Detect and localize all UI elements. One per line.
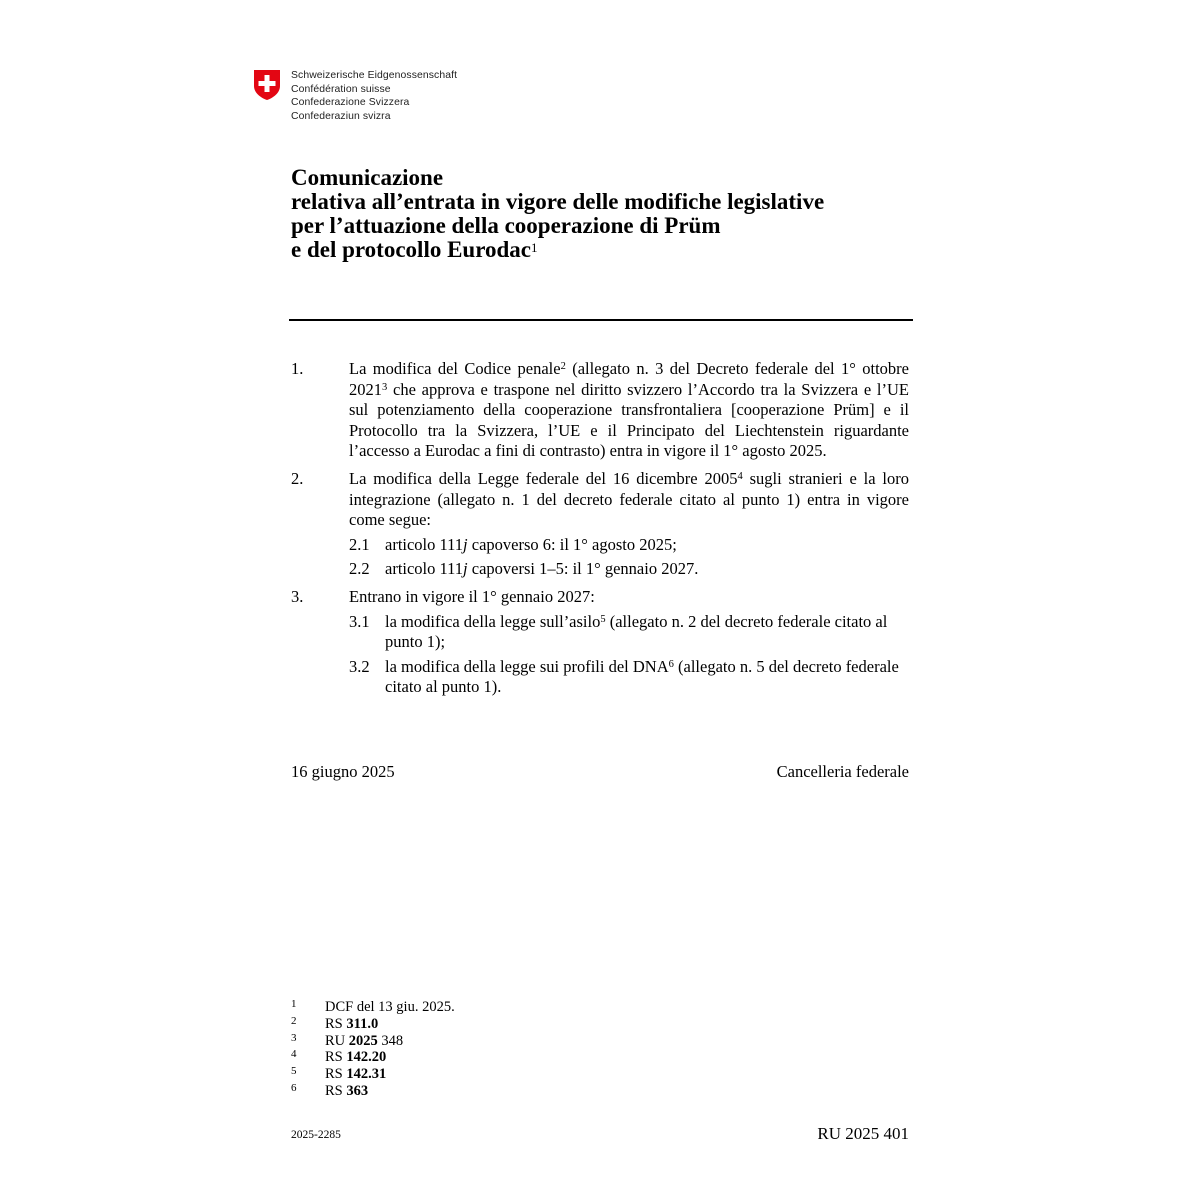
footnote-bold: 142.31 [346, 1066, 387, 1083]
text-run: sugli stranieri e la loro integrazione (allegato n. 1 del decreto federale citato al punto 1) entra in vigore come segue: [349, 468, 910, 530]
sub-item-number: 2.1 [349, 534, 370, 554]
item-text [349, 359, 909, 462]
item-number: 3. [291, 586, 304, 606]
signature-office: Cancelleria federale [776, 762, 909, 781]
page-reference: RU 2025 401 [817, 1124, 909, 1143]
footnote-prefix: RU [325, 1032, 349, 1049]
footnote [291, 1033, 455, 1050]
sub-item-number: 3.1 [349, 611, 370, 631]
footnote-suffix: 348 [377, 1032, 404, 1049]
sub-item [349, 559, 909, 580]
agency-line-fr: Confédération suisse [291, 83, 391, 95]
footnote-number: 2 [291, 1014, 297, 1027]
footnote [291, 999, 455, 1016]
text-run: capoverso 6: il 1° agosto 2025; [467, 534, 677, 554]
text-run: articolo 111 [385, 559, 464, 579]
footnote-bold: 142.20 [346, 1049, 387, 1066]
footnote [291, 1083, 455, 1100]
agency-line-de: Schweizerische Eidgenossenschaft [291, 70, 458, 81]
sub-item-number: 3.2 [349, 656, 370, 676]
sub-item [349, 657, 909, 698]
footnote-ref[interactable]: 4 [737, 470, 743, 482]
title-line: per l’attuazione della cooperazione di Prüm [291, 213, 721, 238]
text-run: (allegato n. 2 del decreto federale citato al punto 1); [385, 611, 888, 652]
item-text [349, 469, 909, 531]
text-run: La modifica del Codice penale [349, 359, 561, 378]
footnotes [291, 999, 455, 1100]
footnote-bold: 2025 [348, 1032, 378, 1049]
item-number: 2. [291, 468, 304, 488]
text-run: La modifica della Legge federale del 16 dicembre 2005 [349, 468, 738, 488]
sub-item [349, 612, 909, 653]
text-run-italic: j [463, 534, 468, 554]
footnote-ref[interactable]: 1 [531, 240, 538, 255]
footnote-bold: 363 [346, 1082, 369, 1099]
text-run: (allegato n. 3 del Decreto federale del 1° ottobre 2021 [349, 359, 909, 399]
title-divider [289, 319, 913, 321]
text-run: (allegato n. 5 del decreto federale citato al punto 1). [385, 656, 899, 697]
footnote-prefix: RS [325, 1049, 347, 1066]
footnote-number: 1 [291, 998, 297, 1010]
footnote-ref[interactable]: 3 [382, 381, 388, 393]
text-run-italic: j [463, 559, 468, 579]
footnote-ref[interactable]: 2 [560, 361, 566, 372]
text-run: la modifica della legge sull’asilo [385, 611, 601, 631]
swiss-cross-icon [253, 69, 281, 101]
list-item [291, 359, 909, 462]
footnote-prefix: RS [325, 1015, 347, 1032]
agency-line-it: Confederazione Svizzera [291, 97, 410, 109]
footnote-number: 6 [291, 1081, 297, 1094]
item-text: Entrano in vigore il 1° gennaio 2027: [349, 586, 595, 606]
title-line-last [291, 238, 931, 262]
agency-line-rm: Confederaziun svizra [291, 110, 391, 122]
agency-name [291, 69, 457, 123]
text-run: che approva e traspone nel diritto svizzero l’Accordo tra la Svizzera e l’UE sul potenziamento della cooperazione transfrontaliera [cooperazione Prüm] e il Protocollo tra la Svizzera, l’UE e il Principato del Liechtenstein riguardante l’accesso a Eurodac a fini di contrasto) entra in vigore il 1° agosto 2025. [349, 379, 909, 461]
document-body [291, 359, 909, 705]
footnote-number: 4 [291, 1048, 297, 1061]
list-item [291, 469, 909, 580]
title-line: Comunicazione [291, 165, 444, 190]
text-run: capoversi 1–5: il 1° gennaio 2027. [467, 559, 699, 579]
item-number: 1. [291, 359, 304, 378]
footnote-number: 3 [291, 1031, 297, 1044]
title-line-text: e del protocollo Eurodac [291, 237, 532, 262]
sub-item-number: 2.2 [349, 559, 370, 579]
title-line: relativa all’entrata in vigore delle modifiche legislative [291, 189, 825, 214]
footnote-prefix: RS [325, 1066, 347, 1083]
document-number: 2025-2285 [291, 1129, 341, 1141]
footnote-number: 5 [291, 1065, 297, 1078]
footnote [291, 1016, 455, 1033]
text-run: articolo 111 [385, 534, 464, 554]
footnote-prefix: RS [325, 1082, 347, 1099]
signature-date: 16 giugno 2025 [291, 762, 395, 781]
text-run: la modifica della legge sui profili del DNA [385, 656, 669, 676]
footnote [291, 1049, 455, 1066]
sub-item [349, 535, 909, 556]
footnote-ref[interactable]: 5 [600, 613, 606, 625]
footnote-text: DCF del 13 giu. 2025. [325, 999, 455, 1015]
footnote [291, 1066, 455, 1083]
footnote-ref[interactable]: 6 [668, 658, 674, 670]
document-title [291, 166, 931, 262]
footnote-bold: 311.0 [346, 1015, 379, 1032]
agency-header [253, 69, 573, 129]
list-item [291, 587, 909, 698]
